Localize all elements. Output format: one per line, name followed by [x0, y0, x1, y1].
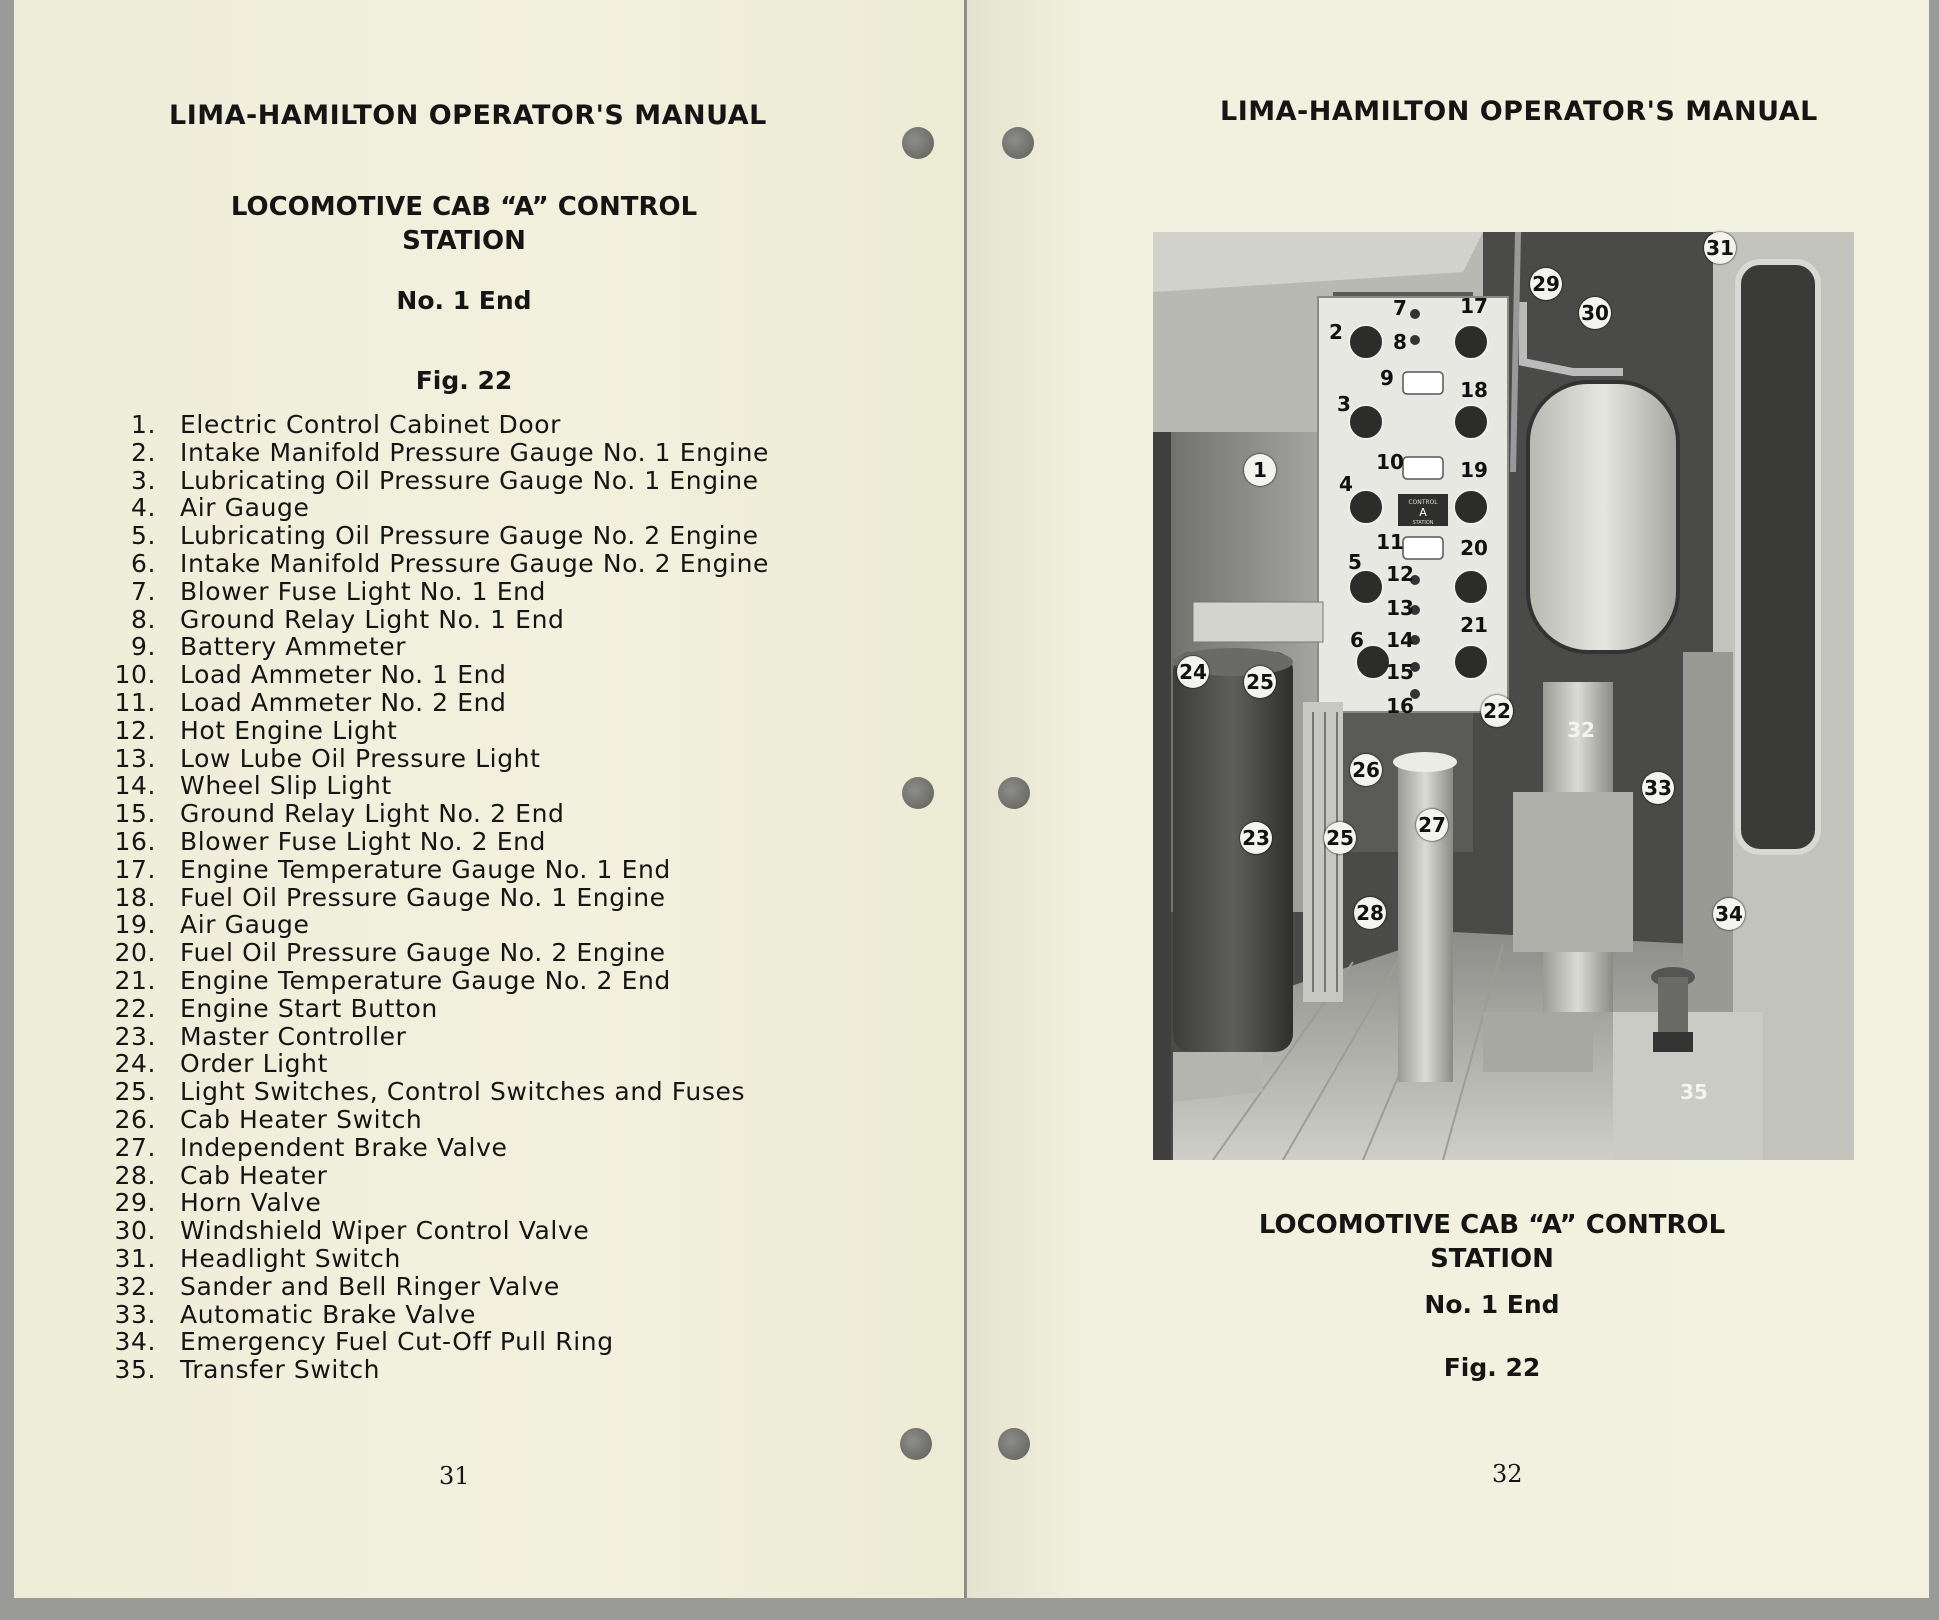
binder-hole: [998, 777, 1030, 809]
legend-item-number: 4.: [130, 493, 156, 523]
legend-item: [110, 466, 830, 494]
legend-item-text: Air Gauge: [180, 493, 310, 523]
legend-item-number: 17.: [114, 854, 156, 884]
legend-item: [110, 994, 830, 1022]
binder-hole: [902, 127, 934, 159]
legend-item-text: Wheel Slip Light: [180, 771, 392, 801]
legend-item-text: Engine Temperature Gauge No. 2 End: [180, 965, 671, 995]
figure-caption-label: Fig. 22: [1443, 1353, 1541, 1382]
photo-callout-27: 27: [1416, 809, 1448, 841]
legend-item-number: 6.: [130, 548, 156, 578]
legend-item-text: Engine Start Button: [180, 993, 438, 1023]
section-title-line2: STATION: [402, 226, 526, 256]
section-subtitle: No. 1 End: [396, 286, 532, 315]
photo-callout-4: 4: [1339, 472, 1353, 496]
legend-item: [110, 1244, 830, 1272]
legend-item-text: Transfer Switch: [180, 1355, 381, 1385]
legend-item: [110, 716, 830, 744]
legend-item: [110, 1105, 830, 1133]
legend-item-number: 9.: [130, 632, 156, 662]
legend-item: [110, 632, 830, 660]
legend-item-number: 8.: [130, 604, 156, 634]
legend-item-number: 24.: [114, 1049, 156, 1079]
legend-item-text: Sander and Bell Ringer Valve: [180, 1271, 560, 1301]
legend-item-number: 10.: [114, 660, 156, 690]
running-head: LIMA-HAMILTON OPERATOR'S MANUAL: [1220, 96, 1818, 127]
legend-item: [110, 1300, 830, 1328]
photo-callout-8: 8: [1393, 330, 1407, 354]
page-number: 31: [439, 1462, 470, 1490]
legend-item-text: Windshield Wiper Control Valve: [180, 1216, 590, 1246]
legend-item: [110, 1327, 830, 1355]
legend-item: [110, 410, 830, 438]
figure-label: Fig. 22: [415, 366, 513, 395]
legend-item-text: Emergency Fuel Cut-Off Pull Ring: [180, 1327, 614, 1357]
panel-badge-line3: STATION: [1412, 520, 1434, 526]
legend-item: [110, 1161, 830, 1189]
photo-callout-1: 1: [1244, 454, 1276, 486]
photo-callout-28: 28: [1354, 897, 1386, 929]
panel-badge-letter: A: [1419, 506, 1427, 519]
figure-caption-line2: STATION: [1430, 1244, 1554, 1274]
legend-item: [110, 1133, 830, 1161]
legend-item: [110, 660, 830, 688]
photo-callout-14: 14: [1386, 628, 1414, 652]
legend-item: [110, 688, 830, 716]
photo-callout-20: 20: [1460, 536, 1488, 560]
photo-callout-7: 7: [1393, 296, 1407, 320]
binder-hole: [1002, 127, 1034, 159]
legend-item: [110, 910, 830, 938]
legend-item-number: 31.: [114, 1243, 156, 1273]
photo-callout-13: 13: [1386, 596, 1414, 620]
legend-item: [110, 549, 830, 577]
section-title-line1: LOCOMOTIVE CAB “A” CONTROL: [230, 192, 698, 222]
legend-item-number: 20.: [114, 938, 156, 968]
photo-callout-6: 6: [1350, 628, 1364, 652]
legend-item-number: 1.: [130, 410, 156, 439]
legend-list: [110, 410, 830, 1383]
legend-item-text: Master Controller: [180, 1021, 407, 1051]
legend-item-number: 13.: [114, 743, 156, 773]
legend-item-text: Load Ammeter No. 1 End: [180, 660, 507, 690]
legend-item-text: Fuel Oil Pressure Gauge No. 1 Engine: [180, 882, 666, 912]
photo-callout-31: 31: [1704, 232, 1736, 264]
panel-badge-line1: CONTROL: [1408, 499, 1438, 506]
photo-callout-18: 18: [1460, 378, 1488, 402]
legend-item-text: Headlight Switch: [180, 1243, 401, 1273]
photo-callout-24: 24: [1177, 656, 1209, 688]
binder-hole: [900, 1428, 932, 1460]
legend-item: [110, 883, 830, 911]
legend-item: [110, 493, 830, 521]
legend-item-number: 12.: [114, 715, 156, 745]
legend-item: [110, 1216, 830, 1244]
legend-item: [110, 577, 830, 605]
photo-callout-10: 10: [1376, 450, 1404, 474]
legend-item: [110, 799, 830, 827]
legend-item-text: Order Light: [180, 1049, 328, 1079]
binder-hole: [902, 777, 934, 809]
legend-item-number: 32.: [114, 1271, 156, 1301]
legend-item-text: Hot Engine Light: [180, 715, 398, 745]
photo-callout-25: 25: [1244, 666, 1276, 698]
photo-callout-11: 11: [1376, 530, 1404, 554]
legend-item-text: Light Switches, Control Switches and Fuses: [180, 1077, 746, 1107]
legend-item-number: 18.: [114, 882, 156, 912]
legend-item-number: 11.: [114, 687, 156, 717]
legend-item-text: Ground Relay Light No. 2 End: [180, 799, 565, 829]
photo-callout-30: 30: [1579, 297, 1611, 329]
photo-callout-15: 15: [1386, 660, 1414, 684]
photo-callout-17: 17: [1460, 294, 1488, 318]
legend-item: [110, 1049, 830, 1077]
photo-callout-29: 29: [1530, 268, 1562, 300]
left-page: [14, 0, 965, 1598]
legend-item-text: Cab Heater: [180, 1160, 328, 1190]
legend-item: [110, 966, 830, 994]
photo-callout-23: 23: [1240, 822, 1272, 854]
legend-item: [110, 605, 830, 633]
photo-callout-2: 2: [1329, 320, 1343, 344]
photo-callout-25: 25: [1324, 822, 1356, 854]
photo-callout-9: 9: [1380, 366, 1394, 390]
figure-caption-subtitle: No. 1 End: [1424, 1290, 1560, 1319]
binder-hole: [998, 1428, 1030, 1460]
legend-item-text: Blower Fuse Light No. 1 End: [180, 576, 547, 606]
legend-item-text: Lubricating Oil Pressure Gauge No. 1 Engine: [180, 465, 759, 495]
legend-item: [110, 938, 830, 966]
legend-item-number: 14.: [114, 771, 156, 801]
legend-item: [110, 521, 830, 549]
photo-callout-19: 19: [1460, 458, 1488, 482]
legend-item-number: 15.: [114, 799, 156, 829]
page-number: 32: [1492, 1460, 1523, 1488]
running-head: LIMA-HAMILTON OPERATOR'S MANUAL: [169, 100, 767, 131]
legend-item-text: Independent Brake Valve: [180, 1132, 508, 1162]
legend-item-number: 33.: [114, 1299, 156, 1329]
photo-callout-22: 22: [1481, 695, 1513, 727]
legend-item: [110, 827, 830, 855]
legend-item-number: 25.: [114, 1077, 156, 1107]
legend-item-number: 21.: [114, 965, 156, 995]
legend-item: [110, 1077, 830, 1105]
photo-callout-26: 26: [1350, 754, 1382, 786]
legend-item-number: 19.: [114, 910, 156, 940]
legend-item-number: 7.: [130, 576, 156, 606]
legend-item: [110, 438, 830, 466]
legend-item-text: Horn Valve: [180, 1188, 322, 1218]
legend-item-number: 34.: [114, 1327, 156, 1357]
legend-item-number: 28.: [114, 1160, 156, 1190]
photo-callout-34: 34: [1713, 898, 1745, 930]
legend-item: [110, 744, 830, 772]
legend-item-text: Blower Fuse Light No. 2 End: [180, 826, 547, 856]
legend-item: [110, 1355, 830, 1383]
legend-item-text: Lubricating Oil Pressure Gauge No. 2 Engine: [180, 521, 759, 551]
photo-callout-12: 12: [1386, 562, 1414, 586]
legend-item-text: Engine Temperature Gauge No. 1 End: [180, 854, 671, 884]
legend-item: [110, 1022, 830, 1050]
legend-item: [110, 1272, 830, 1300]
photo-callout-16: 16: [1386, 694, 1414, 718]
legend-item-text: Cab Heater Switch: [180, 1104, 423, 1134]
legend-item-number: 16.: [114, 826, 156, 856]
legend-item-text: Intake Manifold Pressure Gauge No. 1 Engine: [180, 437, 770, 467]
legend-item-number: 5.: [130, 521, 156, 551]
legend-item-text: Intake Manifold Pressure Gauge No. 2 Engine: [180, 548, 770, 578]
legend-item-number: 3.: [130, 465, 156, 495]
figure-caption: [1232, 1208, 1752, 1276]
legend-item-text: Low Lube Oil Pressure Light: [180, 743, 541, 773]
legend-item-text: Battery Ammeter: [180, 632, 407, 662]
photo-callout-3: 3: [1337, 392, 1351, 416]
legend-item-number: 35.: [114, 1355, 156, 1385]
legend-item-text: Fuel Oil Pressure Gauge No. 2 Engine: [180, 938, 666, 968]
legend-item-text: Ground Relay Light No. 1 End: [180, 604, 565, 634]
legend-item-number: 27.: [114, 1132, 156, 1162]
legend-item-number: 2.: [130, 437, 156, 467]
photo-callout-5: 5: [1348, 550, 1362, 574]
legend-item-number: 22.: [114, 993, 156, 1023]
legend-item-number: 30.: [114, 1216, 156, 1246]
legend-item: [110, 855, 830, 883]
section-title: [204, 190, 724, 258]
legend-item-text: Load Ammeter No. 2 End: [180, 687, 507, 717]
photo-callout-33: 33: [1642, 772, 1674, 804]
photo-callout-21: 21: [1460, 613, 1488, 637]
legend-item-number: 29.: [114, 1188, 156, 1218]
legend-item-number: 26.: [114, 1104, 156, 1134]
legend-item-text: Air Gauge: [180, 910, 310, 940]
figure-caption-line1: LOCOMOTIVE CAB “A” CONTROL: [1258, 1210, 1726, 1240]
legend-item-text: Electric Control Cabinet Door: [180, 410, 561, 439]
legend-item-number: 23.: [114, 1021, 156, 1051]
legend-item: [110, 1188, 830, 1216]
photo-callout-35: 35: [1680, 1080, 1708, 1104]
legend-item: [110, 771, 830, 799]
legend-item-text: Automatic Brake Valve: [180, 1299, 477, 1329]
photo-callout-32: 32: [1567, 718, 1595, 742]
